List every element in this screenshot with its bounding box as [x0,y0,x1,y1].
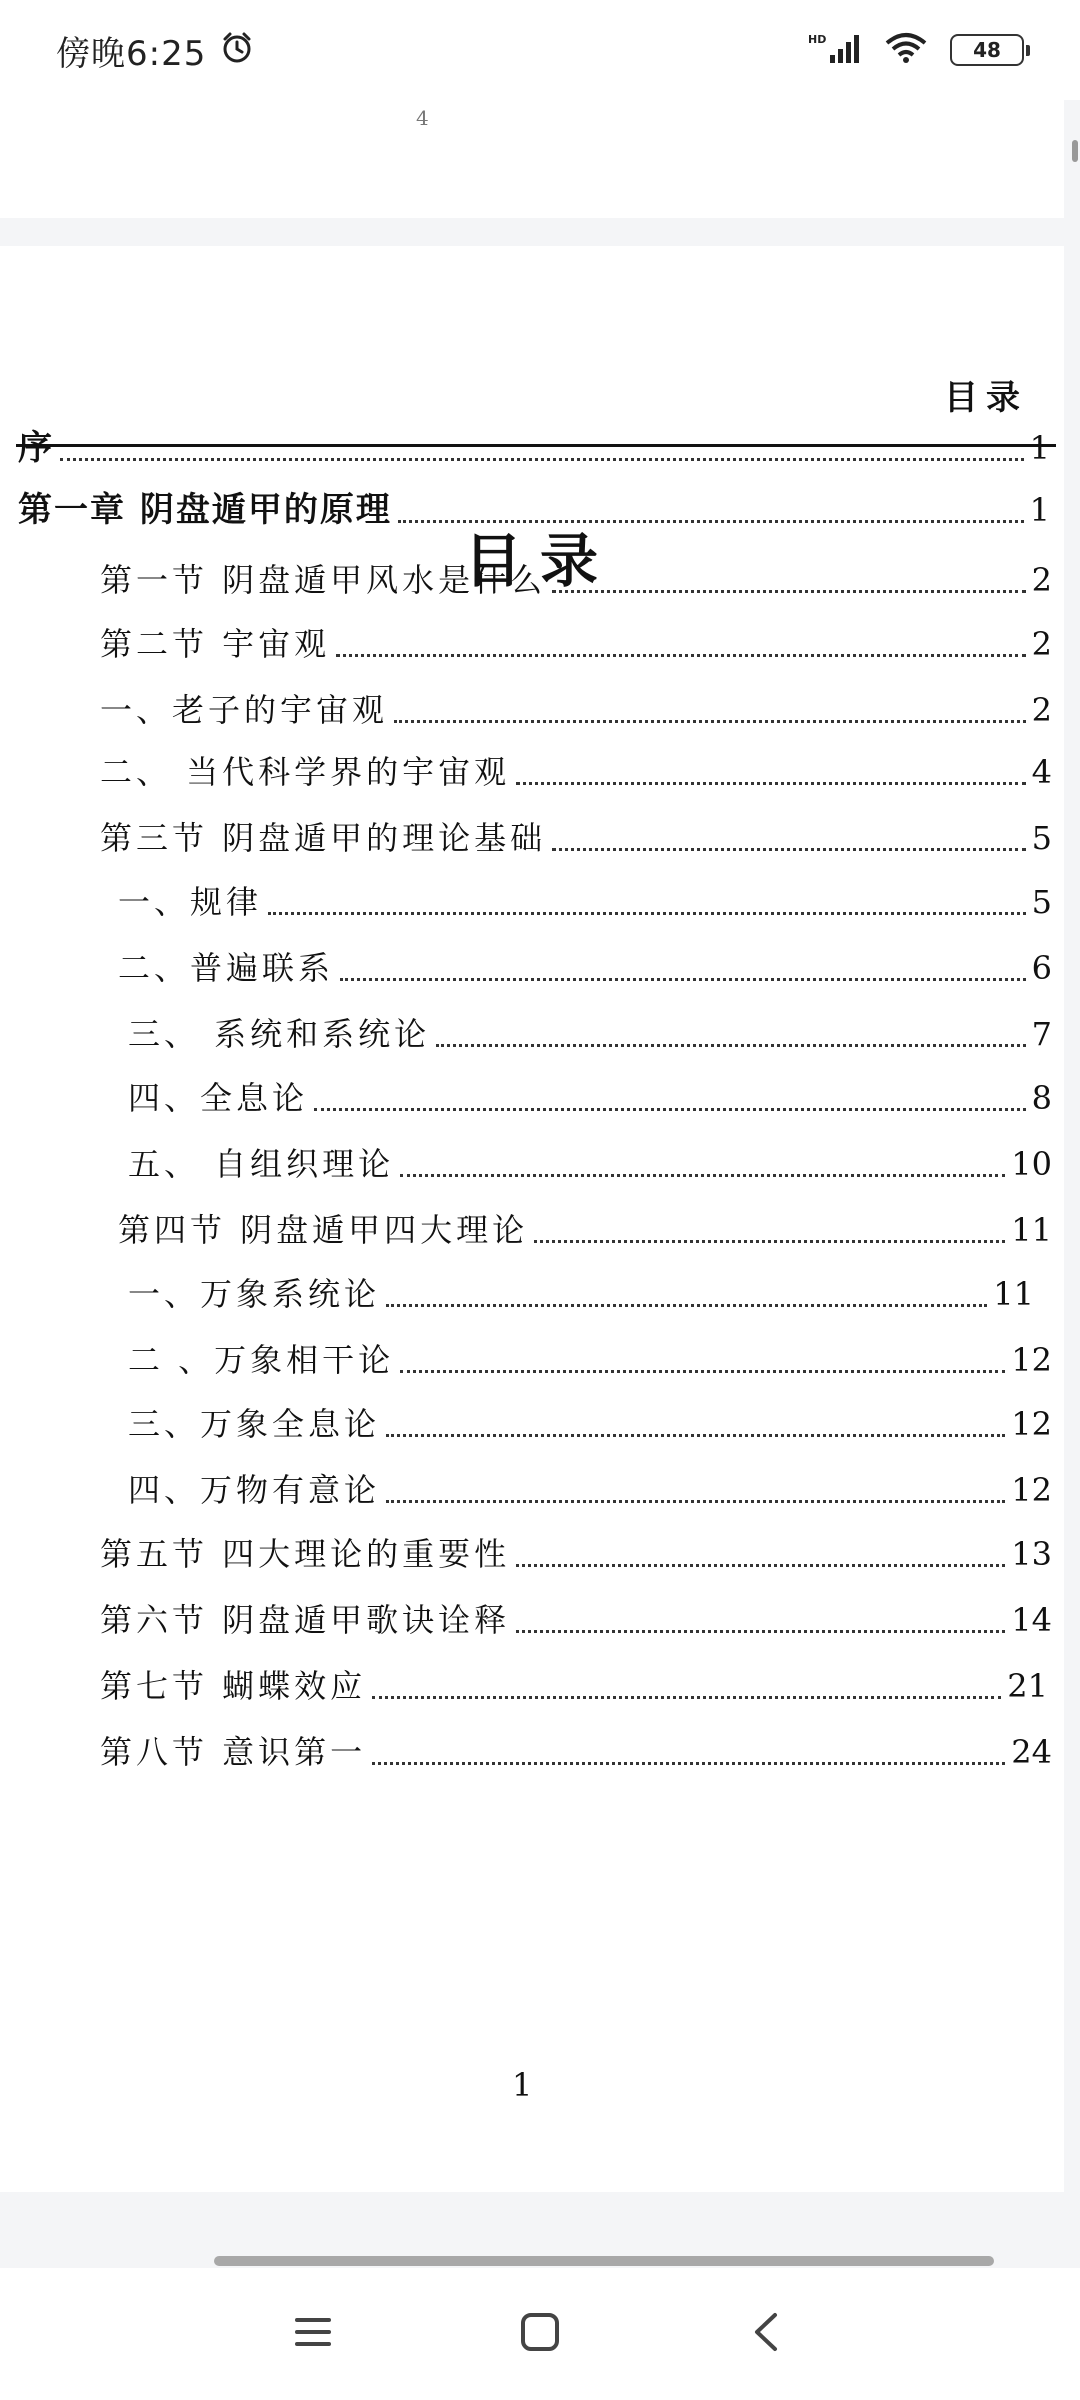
toc-entry-label: 第一章 阴盘遁甲的原理 [18,490,392,530]
toc-entry[interactable] [118,882,1052,922]
toc-entry[interactable] [128,1404,1052,1444]
toc-entry-page: 5 [1031,819,1052,857]
previous-page-number: 4 [416,106,429,130]
toc-leader-dots [552,567,1025,593]
toc-leader-dots [516,1541,1005,1567]
toc-entry-label: 一、规律 [118,883,263,921]
toc-entry[interactable] [128,1078,1052,1118]
toc-entry-label: 序 [18,428,54,468]
toc-leader-dots [552,825,1025,851]
toc-entry-label: 第五节 四大理论的重要性 [100,1535,511,1573]
toc-entry-page: 10 [1011,1145,1052,1183]
toc-leader-dots [268,889,1026,915]
toc-entry[interactable] [100,752,1052,792]
toc-entry[interactable] [128,1144,1052,1184]
toc-leader-dots [386,1411,1005,1437]
toc-entry[interactable] [100,1600,1052,1640]
toc-entry-page: 21 [1007,1667,1048,1705]
toc-entry-page: 4 [1031,753,1052,791]
toc-entry-page: 2 [1031,561,1052,599]
toc-leader-dots [398,497,1024,523]
toc-entry-page: 14 [1011,1601,1052,1639]
home-button[interactable] [500,2294,580,2374]
network-type: HD [808,33,827,46]
toc-leader-dots [336,631,1025,657]
toc-entry[interactable] [118,1210,1052,1250]
toc-entry-page: 5 [1031,883,1052,921]
toc-entry-label: 一、万象系统论 [128,1275,381,1313]
toc-entry-page: 8 [1031,1079,1052,1117]
toc-entry[interactable] [18,490,1050,530]
toc-entry-label: 第二节 宇宙观 [100,625,331,663]
back-button[interactable] [727,2294,807,2374]
toc-entry-page: 2 [1031,691,1052,729]
running-head: 目录 [944,378,1028,418]
toc-entry-page: 6 [1031,949,1052,987]
toc-entry-label: 四、全息论 [128,1079,309,1117]
toc-leader-dots [372,1739,1005,1765]
toc-entry-page: 11 [1011,1211,1052,1249]
toc-leader-dots [386,1477,1005,1503]
toc-entry-label: 二 、万象相干论 [128,1341,395,1379]
toc-entry[interactable] [100,1666,1048,1706]
toc-leader-dots [534,1217,1005,1243]
document-page [0,246,1064,2192]
toc-entry[interactable] [100,1534,1052,1574]
toc-entry-page: 1 [1029,491,1050,529]
toc-entry[interactable] [128,1014,1052,1054]
toc-entry-label: 三、 系统和系统论 [128,1015,431,1053]
toc-entry-page: 12 [1011,1405,1052,1443]
status-bar [0,0,1080,100]
toc-entry-page: 12 [1011,1471,1052,1509]
battery-icon: 48 [950,34,1024,66]
toc-entry[interactable] [118,948,1052,988]
toc-leader-dots [516,759,1025,785]
alarm-icon [220,31,254,69]
toc-leader-dots [340,955,1026,981]
signal-icon [808,31,862,69]
toc-entry-label: 第一节 阴盘遁甲风水是什么 [100,561,547,599]
toc-entry-label: 四、万物有意论 [128,1471,381,1509]
toc-entry-label: 一、老子的宇宙观 [100,691,389,729]
toc-entry-label: 二、 当代科学界的宇宙观 [100,753,511,791]
toc-entry-label: 三、万象全息论 [128,1405,381,1443]
menu-button[interactable] [273,2294,353,2374]
toc-entry[interactable] [128,1340,1052,1380]
toc-entry[interactable] [128,1274,1034,1314]
toc-leader-dots [400,1151,1005,1177]
toc-entry[interactable] [128,1470,1052,1510]
toc-entry-label: 五、 自组织理论 [128,1145,395,1183]
page-number: 1 [512,2066,533,2104]
toc-entry-label: 第八节 意识第一 [100,1733,367,1771]
toc-leader-dots [394,697,1026,723]
toc-title: 目录 [463,527,616,595]
toc-leader-dots [386,1281,987,1307]
horizontal-scrollbar[interactable] [214,2256,994,2266]
menu-icon [291,2312,335,2356]
toc-entry-page: 11 [993,1275,1034,1313]
vertical-scroll-indicator[interactable] [1072,140,1078,162]
toc-entry[interactable] [100,624,1052,664]
toc-leader-dots [400,1347,1005,1373]
previous-page [0,100,1064,218]
toc-entry-page: 12 [1011,1341,1052,1379]
toc-leader-dots [314,1085,1026,1111]
toc-entry-label: 第七节 蝴蝶效应 [100,1667,367,1705]
toc-entry[interactable] [100,560,1052,600]
toc-entry[interactable] [100,690,1052,730]
navigation-bar [0,2268,1080,2400]
status-left [56,26,254,75]
toc-entry-label: 二、普遍联系 [118,949,335,987]
toc-entry-page: 1 [1029,429,1050,467]
toc-leader-dots [436,1021,1025,1047]
toc-entry-label: 第六节 阴盘遁甲歌诀诠释 [100,1601,511,1639]
toc-leader-dots [516,1607,1005,1633]
toc-entry-label: 第三节 阴盘遁甲的理论基础 [100,819,547,857]
home-icon [518,2310,562,2358]
toc-entry[interactable] [18,428,1050,468]
back-icon [745,2310,789,2358]
toc-entry-page: 7 [1031,1015,1052,1053]
toc-leader-dots [372,1673,1001,1699]
toc-entry-page: 13 [1011,1535,1052,1573]
wifi-icon [884,31,928,69]
toc-entry[interactable] [100,818,1052,858]
toc-entry-page: 2 [1031,625,1052,663]
status-time: 傍晚6:25 [56,33,207,74]
toc-entry-page: 24 [1011,1733,1052,1771]
status-right [808,31,1024,69]
toc-leader-dots [60,435,1024,461]
toc-entry-label: 第四节 阴盘遁甲四大理论 [118,1211,529,1249]
toc-entry[interactable] [100,1732,1052,1772]
